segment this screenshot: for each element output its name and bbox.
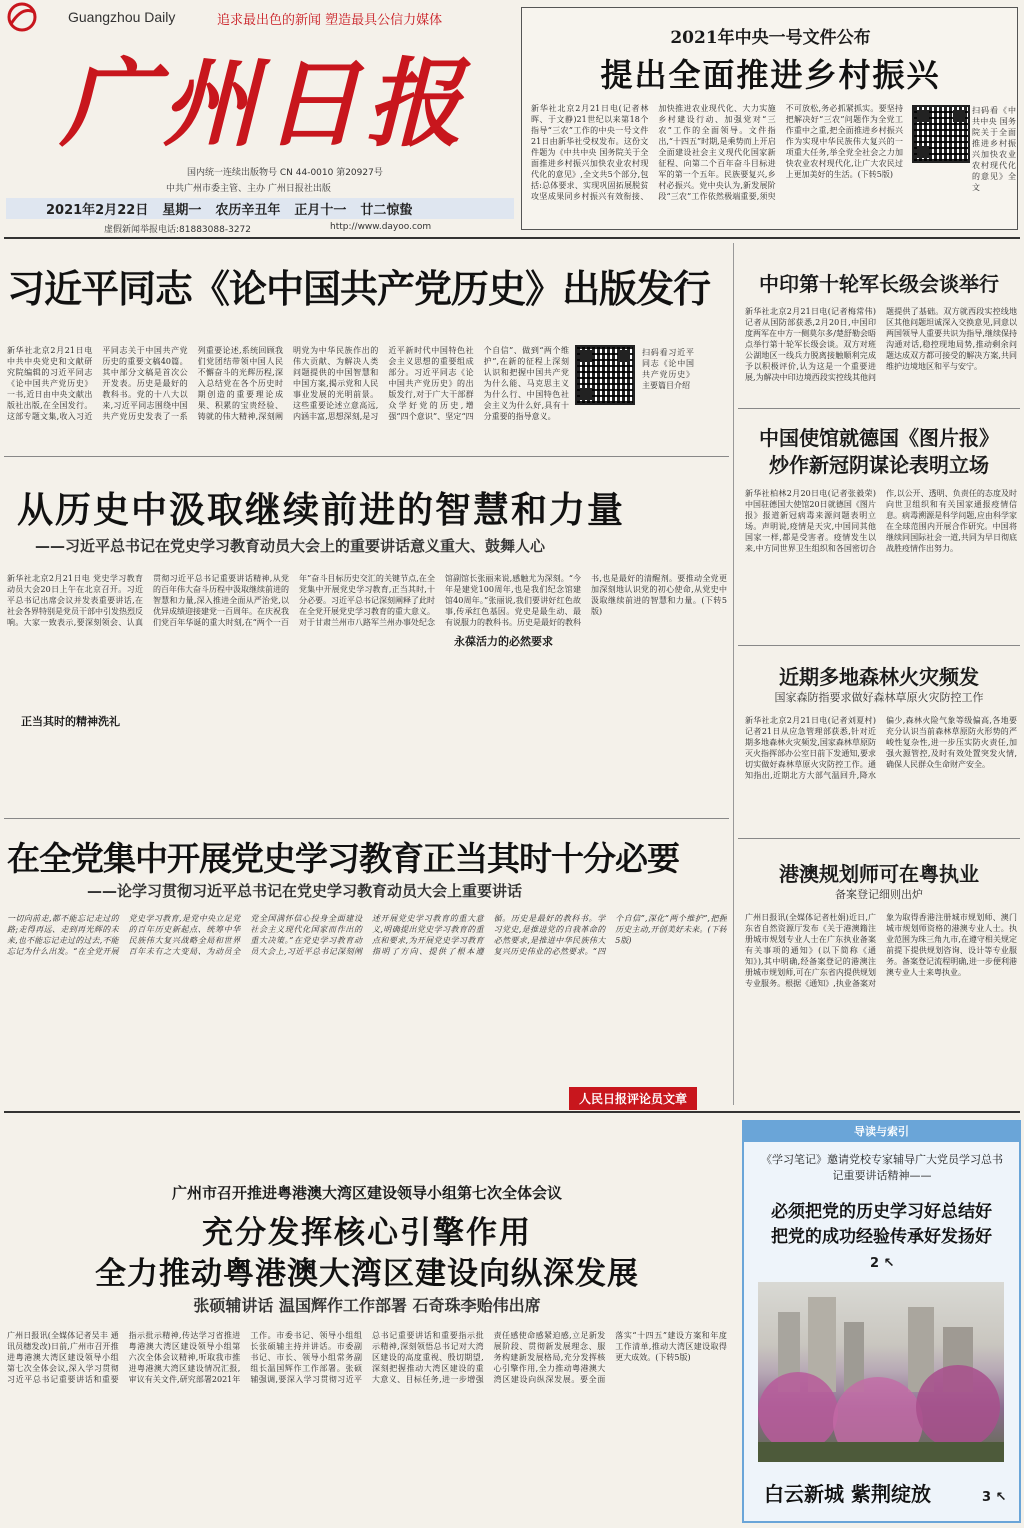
guide-box [742,1120,1021,1523]
qr-code-icon [912,105,970,163]
masthead-title: 广州日报 [60,47,468,160]
story3-headline: 在全党集中开展党史学习教育正当其时十分必要 [7,839,679,878]
side2-headline-line1: 中国使馆就德国《图片报》 [759,426,999,450]
lead-headline: 习近平同志《论中国共产党历史》出版发行 [7,267,711,311]
side2-headline-line2: 炒作新冠阴谋论表明立场 [769,453,989,477]
story4-body: 广州日报讯(全媒体记者吴丰 通讯员穗发改)日前,广州市召开推进粤港澳大湾区建设领导小组第七次全体会议,深入学习贯彻习近平总书记重要讲话和重要指示批示精神,传达学习省推进粤港澳大湾区建设领导小组第六次全体会议精神,听取我市推进粤港澳大湾区建设情况汇报,审议有关文件,研究部署2021年工作。市委书记、领导小组组长张硕辅主持并讲话。市委副书记、市长、领导小组常务副组长温国辉作工作部署。张硕辅强调,要深入学习贯彻习近平总书记重要讲话和重要指示批示精神,深刻领悟总书记对大湾区建设的高度重视、殷切期望,深刻把握推动大湾区建设的重大意义、目标任务,进一步增强责任感使命感紧迫感,立足新发展阶段、贯彻新发展理念、服务构建新发展格局,充分发挥核心引擎作用,全力推动粤港澳大湾区建设向纵深发展。要全面落实“十四五”建设方案和年度工作清单,推动大湾区建设取得更大成效。(下转5版) [7,1331,727,1384]
divider [4,818,729,819]
guide-page-ref-1[interactable] [870,1256,894,1271]
divider [738,838,1020,839]
guide-photo[interactable] [758,1282,1004,1462]
divider [738,645,1020,646]
guide-photo-caption[interactable]: 白云新城 紫荆绽放 [764,1482,931,1506]
solar-term: 廿二惊蛰 [360,203,413,218]
issue-date: 2021年2月22日 [46,203,149,218]
divider [4,1111,1020,1113]
editorial-badge: 人民日报评论员文章 [569,1087,697,1110]
side1-body: 新华社北京2月21日电(记者梅常伟)记者从国防部获悉,2月20日,中国印度两军在中方一侧莫尔多/楚舒勒会晤点举行第十轮军长级会谈。双方对班公湖地区一线兵力脱离接触顺利完成予以积极评价,认为这是一个重要进展,为解决中印边境西段实控线其他问题提供了基础。双方就西段实控线地区其他问题坦诚深入交换意见,同意以两国领导人重要共识为指导,继续保持沟通对话,稳控现地局势,推动剩余问题达成双方都可接受的解决方案,共同维护边境地区和平与安宁。 [745,307,1017,382]
story2-body: 新华社北京2月21日电 党史学习教育动员大会20日上午在北京召开。习近平总书记出席会议并发表重要讲话,在社会各界特别是党员干部中引发热烈反响。大家一致表示,要深刻领会、认真贯彻习近平总书记重要讲话精神,从党的百年伟大奋斗历程中汲取继续前进的智慧和力量,深入推进全面从严治党,以优异成绩迎接建党一百周年。在庆祝我们党百年华诞的重大时刻,在“两个一百年”奋斗目标历史交汇的关键节点,在全党集中开展党史学习教育,正当其时,十分必要。习近平总书记深刻阐释了此时在全党开展党史学习教育的重大意义。对于甘肃兰州市八路军兰州办事处纪念馆副馆长张丽来说,感触尤为深刻。“今年是建党100周年,也是我们纪念馆建馆40周年。”张丽说,我们要讲好红色故事,传承红色基因。党史是最生动、最有说服力的教科书。历史是最好的教科书,也是最好的清醒剂。要推动全党更加深刻地认识党的初心使命,从党史中汲取继续前进的智慧和力量。(下转5版) [7,574,727,627]
arrow-icon: ↖ [879,1256,895,1271]
side2-body: 新华社柏林2月20日电(记者张毅荣)中国驻德国大使馆20日就德国《图片报》报道新冠病毒来源问题表明立场。声明说,疫情是天灾,中国同其他国家一样,都是受害者。疫情发生以来,中方同世界卫生组织和各国密切合作,以公开、透明、负责任的态度及时向世卫组织和有关国家通报疫情信息。病毒溯源是科学问题,应由科学家在全球范围内开展合作研究。中国将继续同国际社会一道,共同为早日彻底战胜疫情作出努力。 [745,489,1017,553]
story4-subhead: 张硕辅讲话 温国辉作工作部署 石奇珠李贻伟出席 [193,1296,541,1315]
arrow-icon: ↖ [991,1490,1007,1505]
qr-code-icon [575,345,635,405]
side1-headline: 中印第十轮军长级会谈举行 [759,272,999,296]
top-story-headline: 提出全面推进乡村振兴 [600,56,941,94]
story2-section1: 正当其时的精神洗礼 [17,711,124,731]
lead-qr-caption: 扫码看习近平同志《论中国共产党历史》主要篇目介绍 [642,348,694,390]
hotline: 虚假新闻举报电话:81883088-3272 [104,225,251,235]
top-story-qr-caption: 扫码看《中共中央 国务院关于全面推进乡村振兴加快农业农村现代化的意见》全文 [972,106,1016,192]
guide-label: 导读与索引 [744,1122,1019,1142]
lead-body: 新华社北京2月21日电 中共中央党史和文献研究院编辑的习近平同志《论中国共产党历史》一书,近日由中央文献出版社出版,在全国发行。这部专题文集,收入习近平同志关于中国共产党历史的重要文稿40篇。其中部分文稿是首次公开发表。历史是最好的教科书。党的十八大以来,习近平同志围绕中国共产党历史发表了一系列重要论述,系统回顾我们党团结带领中国人民不懈奋斗的光辉历程,深入总结党在各个历史时期创造的重要理论成果、积累的宝贵经验、铸就的伟大精神,深刻阐明党为中华民族作出的伟大贡献、为解决人类问题提供的中国智慧和中国方案,揭示党和人民事业发展的光明前景。这些重要论述立意高远,内涵丰富,思想深刻,是习近平新时代中国特色社会主义思想的重要组成部分。习近平同志《论中国共产党历史》的出版发行,对于广大干部群众学好党的历史,增强“四个意识”、坚定“四个自信”、做到“两个维护”,在新的征程上深刻认识和把握中国共产党为什么能、马克思主义为什么行、中国特色社会主义为什么好,具有十分重要的指导意义。 [7,346,569,421]
guide-kicker: 《学习笔记》邀请党校专家辅导广大党员学习总书记重要讲话精神—— [761,1153,1003,1182]
top-story-body: 新华社北京2月21日电(记者林晖、于文静)21世纪以来第18个指导“三农”工作的中央一号文件21日由新华社受权发布。这份文件题为《中共中央 国务院关于全面推进乡村振兴加快农业农村现代化的意见》,全文共5个部分,包括:总体要求、实现巩固拓展脱贫攻坚成果同乡村振兴有效衔接、加快推进农业现代化、大力实施乡村建设行动、加强党对“三农”工作的全面领导。文件指出,“十四五”时期,是乘势而上开启全面建设社会主义现代化国家新征程、向第二个百年奋斗目标进军的第一个五年。民族要复兴,乡村必振兴。党中央认为,新发展阶段“三农”工作依然极端重要,须臾不可放松,务必抓紧抓实。要坚持把解决好“三农”问题作为全党工作重中之重,把全面推进乡村振兴作为实现中华民族伟大复兴的一项重大任务,举全党全社会之力加快农业农村现代化,让广大农民过上更加美好的生活。(下转5版) [531,104,903,201]
website-link[interactable]: http://www.dayoo.com [330,222,432,232]
masthead-slogan: 追求最出色的新闻 塑造最具公信力媒体 [217,13,443,28]
divider [4,237,1020,239]
side3-body: 新华社北京2月21日电(记者刘夏村)记者21日从应急管理部获悉,针对近期多地森林火灾频发,国家森林草原防灭火指挥部办公室日前下发通知,要求切实做好森林草原火灾防控工作。通知指出,近期北方大部气温回升,降水偏少,森林火险气象等级偏高,各地要充分认识当前森林草原防火形势的严峻性复杂性,进一步压实防火责任,加强火源管控,及时有效处置突发火情,确保人民群众生命财产安全。 [745,716,1017,780]
masthead-en-name: Guangzhou Daily [68,9,176,25]
top-story [521,7,1018,230]
story4-headline-line1: 充分发挥核心引擎作用 [202,1215,532,1251]
story3-body: 一切向前走,都不能忘记走过的路;走得再远、走到再光辉的未来,也不能忘记走过的过去,不能忘记为什么出发。“在全党开展党史学习教育,是党中央立足党的百年历史新起点、统筹中华民族伟大复兴战略全局和世界百年未有之大变局、为动员全党全国满怀信心投身全面建设社会主义现代化国家而作出的重大决策。”在党史学习教育动员大会上,习近平总书记深刻阐述开展党史学习教育的重大意义,明确提出党史学习教育的重点和要求,为开展党史学习教育指明了方向、提供了根本遵循。历史是最好的教科书。学习党史,是推进党的自我革命的必然要求,是推进中华民族伟大复兴历史伟业的必然要求。“四个自信”,深化“两个维护”,把握历史主动,开创美好未来。(下转5版) [7,914,727,956]
side4-headline: 港澳规划师可在粤执业 [779,862,979,886]
guide-headline-line1[interactable]: 必须把党的历史学习好总结好 [771,1202,992,1222]
guide-page-ref-2[interactable] [982,1490,1006,1505]
lunar-day: 正月十一 [294,203,347,218]
side3-subhead: 国家森防指要求做好森林草原火灾防控工作 [774,691,984,704]
divider [733,243,734,1105]
page-number: 2 [870,1256,880,1271]
date-bar [6,198,514,219]
side3-headline: 近期多地森林火灾频发 [779,665,979,689]
guide-headline-line2[interactable]: 把党的成功经验传承好发扬好 [771,1227,992,1247]
issn: 国内统一连续出版物号 CN 44-0010 第20927号 [187,168,383,178]
side4-subhead: 备案登记细则出炉 [835,888,923,901]
story4-headline-line2: 全力推动粤港澳大湾区建设向纵深发展 [95,1256,639,1292]
divider [738,408,1020,409]
story4-kicker: 广州市召开推进粤港澳大湾区建设领导小组第七次全体会议 [171,1184,562,1202]
story2-headline: 从历史中汲取继续前进的智慧和力量 [17,490,626,531]
sponsor: 中共广州市委主管、主办 广州日报社出版 [166,184,331,194]
divider [4,456,729,457]
story2-section2: 永葆活力的必然要求 [450,631,557,651]
story2-subhead: ——习近平总书记在党史学习教育动员大会上的重要讲话意义重大、鼓舞人心 [35,537,546,555]
logo-icon [2,2,42,32]
masthead [0,0,515,235]
city-photo-icon [758,1282,1004,1462]
side4-body: 广州日报讯(全媒体记者杜娟)近日,广东省自然资源厅发布《关于港澳籍注册城市规划专业人士在广东执业备案有关事项的通知》(以下简称《通知》),其中明确,经备案登记的港澳注册城市规划师,可在广东省内提供规划专业服务。根据《通知》,执业备案对象为取得香港注册城市规划师、澳门城市规划师资格的港澳专业人士。执业范围为珠三角九市,在遵守相关规定前提下提供规划咨询、设计等专业服务。备案登记流程明确,进一步便利港澳专业人士来粤执业。 [745,913,1017,988]
weekday: 星期一 [162,203,202,218]
story3-subhead: ——论学习贯彻习近平总书记在党史学习教育动员大会上重要讲话 [87,882,523,900]
page-number: 3 [982,1490,992,1505]
lunar-year: 农历辛丑年 [215,203,281,218]
top-story-kicker: 2021年中央一号文件公布 [670,28,871,48]
